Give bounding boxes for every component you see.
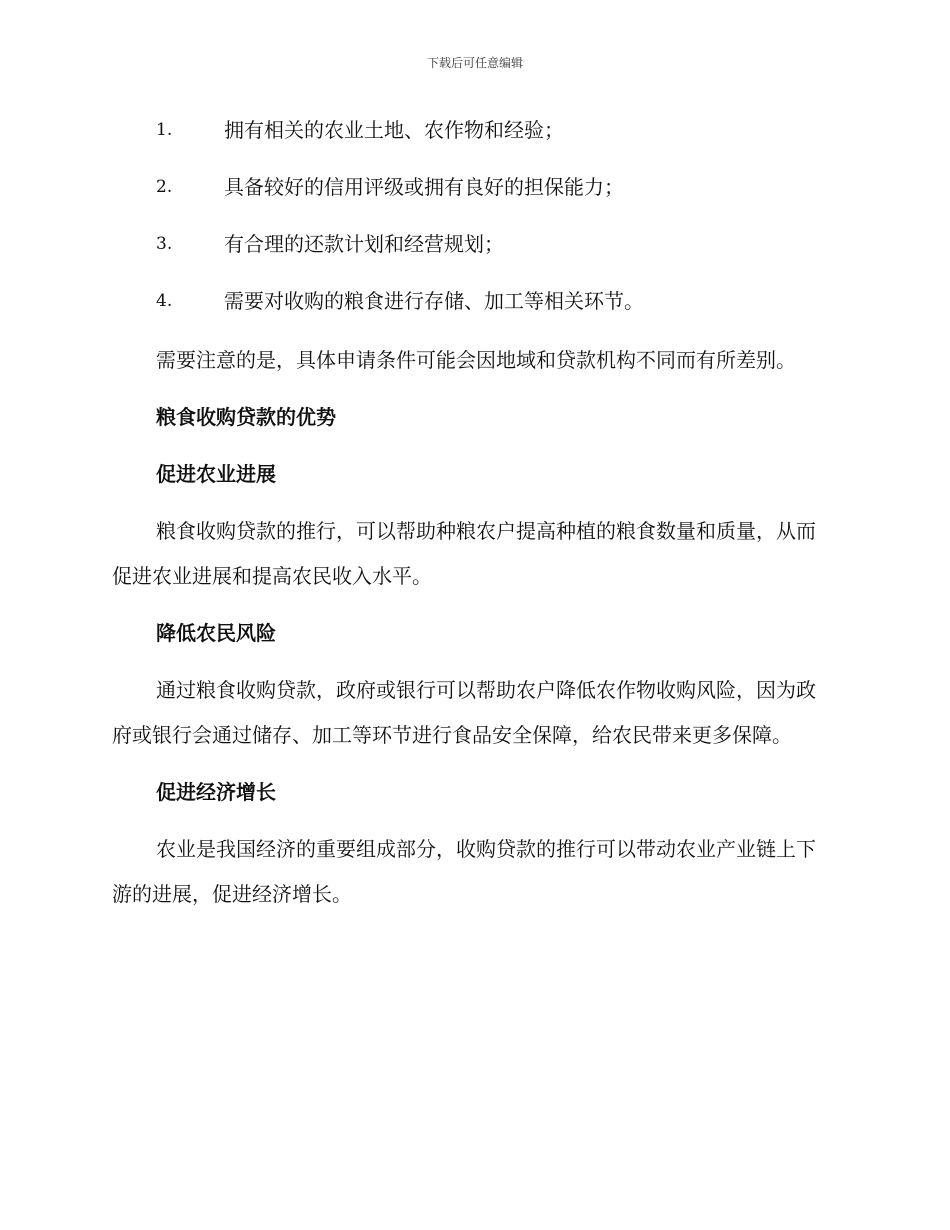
list-number: 4. (156, 291, 173, 311)
list-item (112, 108, 832, 165)
list-item (112, 222, 832, 279)
list-item (112, 279, 832, 336)
list-number: 3. (156, 234, 173, 254)
page-header: 下载后可任意编辑 (426, 56, 523, 70)
list-text: 有合理的还款计划和经营规划； (224, 232, 504, 256)
section-title: 粮食收购贷款的优势 (156, 405, 336, 429)
subsection-title: 降低农民风险 (156, 621, 276, 645)
list-text: 具备较好的信用评级或拥有良好的担保能力； (224, 175, 624, 199)
list-number: 2. (156, 177, 173, 197)
document-body (112, 108, 832, 929)
subsection-paragraph: 粮食收购贷款的推行，可以帮助种粮农户提高种植的粮食数量和质量，从而促进农业进展和提高农民收入水平。 (112, 519, 816, 588)
subsection-title: 促进经济增长 (156, 780, 276, 804)
list-number: 1. (156, 120, 173, 140)
subsection-title: 促进农业进展 (156, 462, 276, 486)
list-item (112, 165, 832, 222)
subsection-paragraph: 农业是我国经济的重要组成部分，收购贷款的推行可以带动农业产业链上下游的进展，促进经济增长。 (112, 837, 816, 906)
note-paragraph: 需要注意的是，具体申请条件可能会因地域和贷款机构不同而有所差别。 (156, 348, 796, 372)
list-text: 拥有相关的农业土地、农作物和经验； (224, 118, 564, 142)
list-text: 需要对收购的粮食进行存储、加工等相关环节。 (224, 289, 644, 313)
subsection-paragraph: 通过粮食收购贷款，政府或银行可以帮助农户降低农作物收购风险，因为政府或银行会通过储存、加工等环节进行食品安全保障，给农民带来更多保障。 (112, 678, 816, 747)
